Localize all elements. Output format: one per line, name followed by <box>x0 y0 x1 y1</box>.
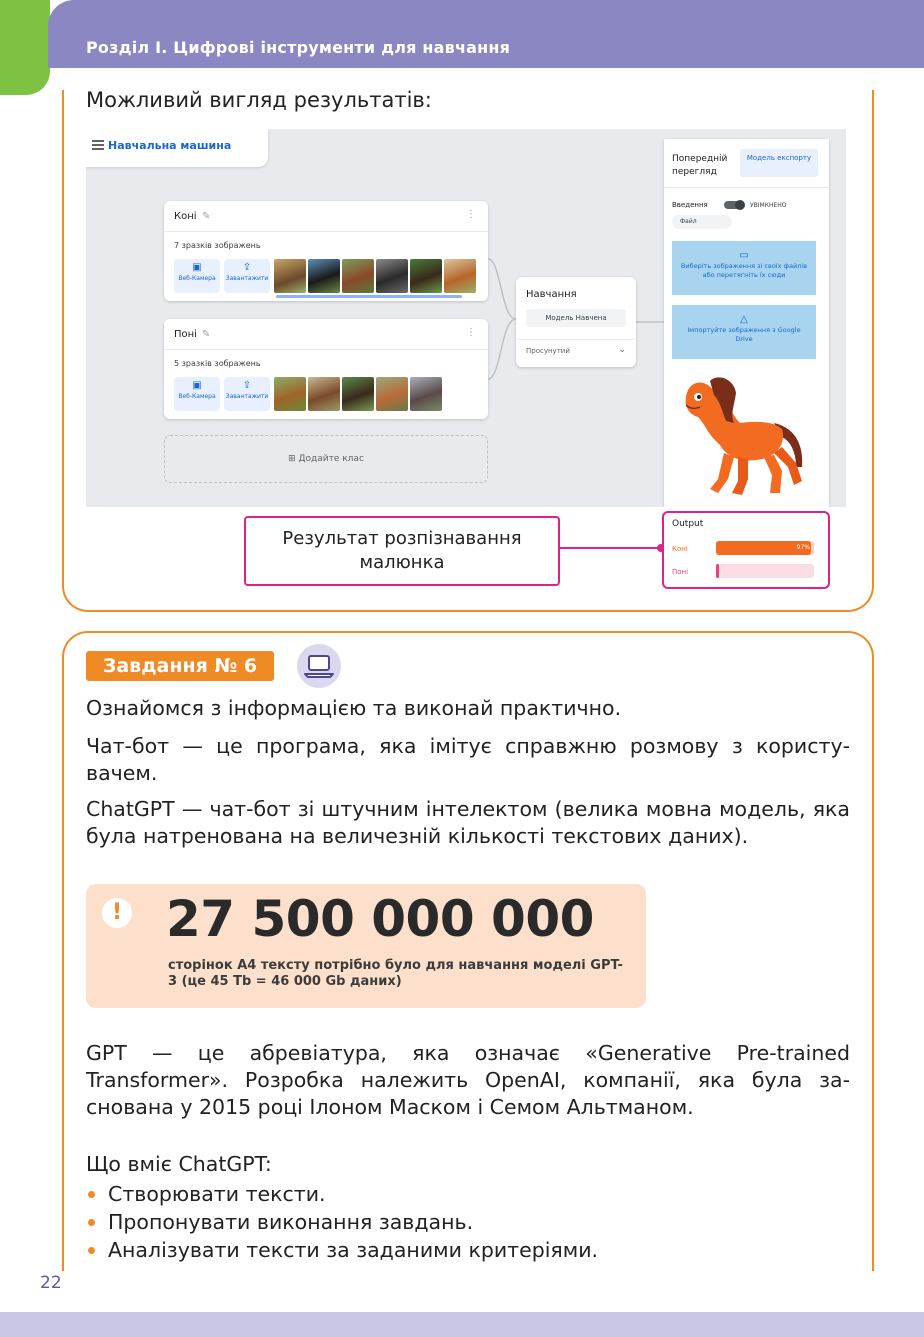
abilities-title: Що вміє ChatGPT: <box>86 1152 272 1176</box>
webcam-button[interactable]: ▣ Веб-Камера <box>174 259 220 293</box>
horse-thumbnail <box>342 259 374 293</box>
laptop-icon <box>297 644 341 688</box>
more-icon[interactable]: ⋮ <box>466 327 476 338</box>
list-item: Створювати тексти. <box>86 1180 850 1208</box>
horse-thumbnail <box>274 259 306 293</box>
chapter-tab <box>0 0 50 95</box>
menu-icon[interactable] <box>92 140 104 150</box>
google-drive-button[interactable]: △ Імпортуйте зображення з Google Drive <box>672 305 816 359</box>
page-number: 22 <box>40 1273 62 1293</box>
output-percent: 97% <box>796 544 810 551</box>
pencil-icon[interactable]: ✎ <box>202 329 211 340</box>
abilities-list <box>86 1180 850 1264</box>
class-card-ponies <box>164 319 488 419</box>
output-label-ponies: Поні <box>672 568 689 576</box>
recognition-callout: Результат розпізнавання малюнка <box>244 516 560 586</box>
file-select[interactable]: Файл <box>672 215 732 229</box>
sample-count: 7 зразків зображень <box>174 241 261 250</box>
upload-button[interactable]: ⇪ Завантажити <box>224 377 270 411</box>
section-title: Розділ І. Цифрові інструменти для навчання <box>86 38 511 57</box>
export-model-button[interactable]: Модель експорту <box>740 149 818 177</box>
upload-icon: ⇪ <box>242 380 252 391</box>
page-footer <box>0 1312 924 1337</box>
horse-thumbnail <box>376 259 408 293</box>
horse-thumbnail <box>308 259 340 293</box>
list-item: Пропонувати виконання завдань. <box>86 1208 850 1236</box>
output-title: Output <box>672 519 704 529</box>
chatgpt-definition: ChatGPT — чат-бот зі штучним інтелектом (велика мовна модель, яка була натренована на величезній кількості текстових даних). <box>86 797 850 848</box>
class-card-horses <box>164 201 488 301</box>
train-model-button[interactable]: Модель Навчена <box>526 309 626 327</box>
chatbot-definition: Чат-бот — це програма, яка імітує справжню розмову з користу-вачем. <box>86 734 850 785</box>
callout-connector <box>560 547 662 549</box>
training-card <box>516 277 636 367</box>
output-label-horses: Коні <box>672 545 688 553</box>
chevron-down-icon[interactable]: ⌄ <box>618 345 626 355</box>
drive-icon: △ <box>740 314 748 325</box>
app-brand <box>86 129 268 167</box>
output-bar-ponies <box>716 564 814 578</box>
input-label: Введення <box>672 201 708 209</box>
pony-thumbnail <box>376 377 408 411</box>
thumbnail-scrollbar[interactable] <box>276 295 462 298</box>
upload-button[interactable]: ⇪ Завантажити <box>224 259 270 293</box>
pencil-icon[interactable]: ✎ <box>202 211 211 222</box>
page-header <box>48 0 924 68</box>
output-panel <box>662 511 830 589</box>
fact-number: 27 500 000 000 <box>166 890 594 948</box>
pony-thumbnail <box>274 377 306 411</box>
advanced-toggle[interactable]: Просунутий <box>526 347 570 355</box>
pony-thumbnail <box>342 377 374 411</box>
teachable-machine-screenshot <box>86 129 846 507</box>
exclamation-icon: ! <box>102 898 132 928</box>
class-name[interactable]: Поні <box>174 329 197 340</box>
more-icon[interactable]: ⋮ <box>466 209 476 220</box>
preview-title: Попередній перегляд <box>672 154 728 177</box>
task-badge: Завдання № 6 <box>86 651 274 681</box>
results-heading: Можливий вигляд результатів: <box>86 88 432 112</box>
output-fill-ponies <box>716 564 719 578</box>
camera-icon: ▣ <box>192 262 202 273</box>
webcam-button[interactable]: ▣ Веб-Камера <box>174 377 220 411</box>
horse-thumbnail <box>444 259 476 293</box>
gpt-explanation: GPT — це абревіатура, яка означає «Generative Pre-trained Transformer». Розробка належить OpenAI, компанії, яка була за-снована у 2015 році Ілоном Маском і Семом Альтманом. <box>86 1041 850 1119</box>
class-name[interactable]: Коні <box>174 211 197 222</box>
fact-note: сторінок А4 тексту потрібно було для навчання моделі GPT-3 (це 45 Tb = 46 000 Gb даних) <box>168 958 623 989</box>
task-intro: Ознайомся з інформацією та виконай практично. <box>86 696 622 720</box>
upload-icon: ⇪ <box>242 262 252 273</box>
fact-box <box>86 884 646 1008</box>
toggle-state: УВІМКНЕНО <box>750 202 787 209</box>
pony-thumbnail <box>308 377 340 411</box>
list-item: Аналізувати тексти за заданими критеріями. <box>86 1236 850 1264</box>
pony-thumbnail <box>410 377 442 411</box>
folder-icon: ▭ <box>739 250 749 261</box>
app-name: Навчальна машина <box>108 139 232 152</box>
preview-panel <box>664 139 829 507</box>
input-toggle[interactable] <box>724 201 744 209</box>
output-bar-horses <box>716 541 814 555</box>
upload-dropzone[interactable]: ▭ Виберіть зображення зі своїх файлів або перетягніть їх сюди <box>672 241 816 295</box>
cartoon-horse-image <box>674 371 814 501</box>
camera-icon: ▣ <box>192 380 202 391</box>
add-class-button[interactable]: ⊞ Додайте клас <box>164 435 488 483</box>
sample-count: 5 зразків зображень <box>174 359 261 368</box>
training-title: Навчання <box>526 289 577 300</box>
horse-thumbnail <box>410 259 442 293</box>
